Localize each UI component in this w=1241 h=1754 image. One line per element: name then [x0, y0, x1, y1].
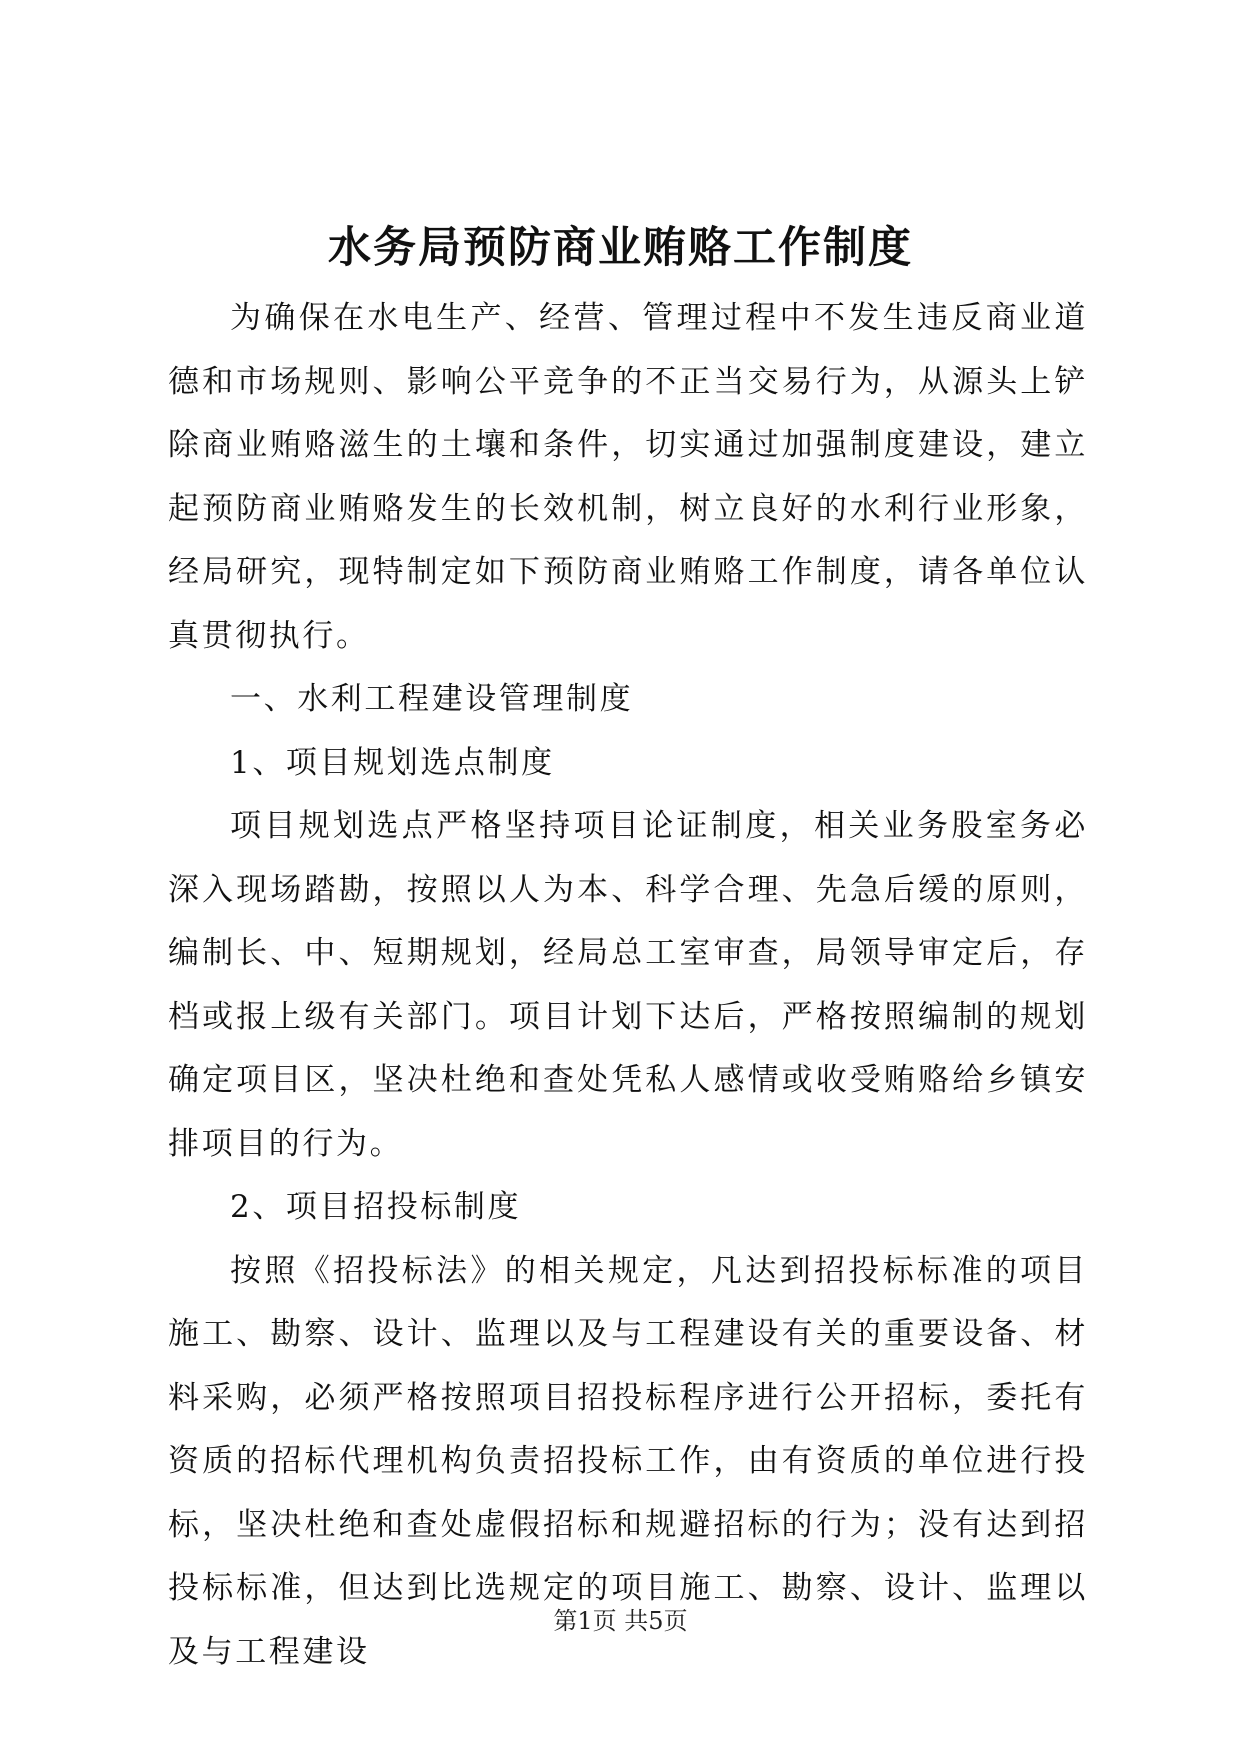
- document-body: [168, 287, 1088, 1684]
- body-paragraph: 按照《招投标法》的相关规定，凡达到招投标标准的项目施工、勘察、设计、监理以及与工程建设有关的重要设备、材料采购，必须严格按照项目招投标程序进行公开招标，委托有资质的招标代理机构负责招投标工作，由有资质的单位进行投标，坚决杜绝和查处虚假招标和规避招标的行为；没有达到招投标标准，但达到比选规定的项目施工、勘察、设计、监理以及与工程建设: [168, 1252, 1088, 1670]
- page-number-footer: 第1页 共5页: [553, 1607, 688, 1635]
- intro-paragraph: 为确保在水电生产、经营、管理过程中不发生违反商业道德和市场规则、影响公平竞争的不正当交易行为，从源头上铲除商业贿赂滋生的土壤和条件，切实通过加强制度建设，建立起预防商业贿赂发生的长效机制，树立良好的水利行业形象，经局研究，现特制定如下预防商业贿赂工作制度，请各单位认真贯彻执行。: [168, 300, 1088, 654]
- section-heading: 一、水利工程建设管理制度: [230, 681, 634, 717]
- body-paragraph: 项目规划选点严格坚持项目论证制度，相关业务股室务必深入现场踏勘，按照以人为本、科学合理、先急后缓的原则，编制长、中、短期规划，经局总工室审查，局领导审定后，存档或报上级有关部门。项目计划下达后，严格按照编制的规划确定项目区，坚决杜绝和查处凭私人感情或收受贿赂给乡镇安排项目的行为。: [168, 808, 1088, 1162]
- document-title: 水务局预防商业贿赂工作制度: [328, 223, 913, 273]
- subsection-heading: 1、项目规划选点制度: [230, 744, 555, 781]
- subsection-heading: 2、项目招投标制度: [230, 1189, 522, 1225]
